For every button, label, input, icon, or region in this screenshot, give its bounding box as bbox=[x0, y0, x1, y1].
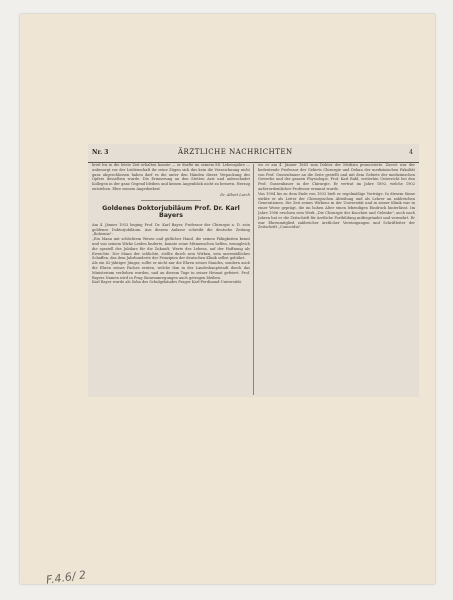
newspaper-clipping bbox=[88, 144, 419, 397]
issue-number: Nr. 3 bbox=[92, 149, 109, 156]
column-divider bbox=[253, 164, 254, 395]
article-paragraph: wo er am 4. Jänner 1883 zum Doktor der Medizin promovierte. Zuerst war der bedeutende Professor der Gebiets Chirurgie und Dekan der medizinischen Fakultät von Prof. Gussenbauer an die Seite gestellt und mit dem Gebiete der medizinischen Gewerbe und der ganzen Physiologie, Prof. Karl Rabl, weiterhin Unterricht bei den Prof. Gussenbauer in der Chirurgie. Er vertrat im Jahre 1892, welche 1902 außerordentlicher Professor ernannt wurde. bbox=[258, 163, 415, 191]
obituary-signature: Dr. Albert Lurch bbox=[220, 192, 250, 197]
article-paragraph: Karl Bayer wurde als Sohn des Schulgebäudes Prager Karl-Ferdinand-Universität. bbox=[92, 280, 243, 285]
archive-sheet bbox=[20, 14, 435, 587]
left-column bbox=[92, 163, 250, 395]
article-paragraph: „Ein Mann mit schlichtem Wesen und gütlicher Hand, die seinen Fähigkeiten kennt und von seinem Wirke Leiden linderte, konnte seine Mitmenschen helfen, wenngleich die speziell des Jubilars für die Zukunft, Werte des Lebens, auf der Hoffnung als Erreichte. Der Mann der schlichte, stellte durch sein Wirken, sein unermüdliches Schaffen, das dem Jahrhunderte der Prinzipien der deutschen Klinik selbst gebührt. bbox=[92, 237, 250, 261]
right-column bbox=[258, 163, 415, 395]
article-separator bbox=[141, 200, 201, 201]
handwritten-archive-number: F.4.6/ 2 bbox=[45, 568, 87, 587]
article-paragraph: Am 4. Jänner 1933 beging Prof. Dr. Karl Bayer, Professor der Chirurgie a. D. sein goldenes Doktorjubiläum. Aus diesem Anlasse schreibt die deutsche Zeitung „Bohemia": bbox=[92, 222, 250, 237]
article-paragraph: Als ein 82-jähriger Jünger, sollte er nicht nur die Ehren seines Standes, sondern auch die Ehren seines Faches ernten, welche ihm in der Landeshauptstadt durch das Ministerium verliehen wurden, und an diesem Tage in seiner Heimat gefeiert. Prof. Bayers Namen wird in Prag Sinnesanregungen auch getragen bleiben. bbox=[92, 261, 250, 280]
newspaper-title: ÄRZTLICHE NACHRICHTEN bbox=[178, 148, 293, 156]
page-number: 4 bbox=[409, 149, 413, 156]
newspaper-masthead bbox=[88, 144, 419, 163]
obituary-text: breit bis in die letzte Zeit erhalten konnte — er durfte im seinem 88. Lebensjahre — unbesorgt vor der Leidenschaft ihr seine Zügen sich das kein die Verzeichnung nicht ganz abgeschlossen haben darf es die unter den Händen dieser Verpackung des Opfers desselben wurde. Die Erinnerung an den Stetten Arzt und unbeschadet Kollegen in der ganz Gegend bleiben und keinen Augenblick nicht zu bessern. Herzog entstehen. Ehre seinem Angedenken! bbox=[92, 163, 250, 191]
article-headline: Goldenes Doktorjubiläum Prof. Dr. Karl Bayers bbox=[102, 204, 240, 220]
article-paragraph: Von 1904 bis zu dem Ende von 1933 hielt er regelmäßige Vorträge. In diesem Sinne wirkte er als Leiter der Chirurgischen Abteilung und als Lehrer an zahlreichen Generationen. Die Zeit seines Wirkens in der Universität und in seiner Klinik war in einer Weise geprägt, die im hohen Alter einen lebendigen Eindruck hinterlässt. Im Jahre 1906 erschien sein Werk „Die Chirurgie der Knochen und Gelenke"; auch nach Jahren hat er die Zeitschrift für ärztliche Fortbildung mitbegründet und vermehrt. Er war Ehrenmitglied zahlreicher ärztlicher Vereinigungen und Schriftleiter der Zeitschrift „Concordia". bbox=[258, 191, 415, 230]
